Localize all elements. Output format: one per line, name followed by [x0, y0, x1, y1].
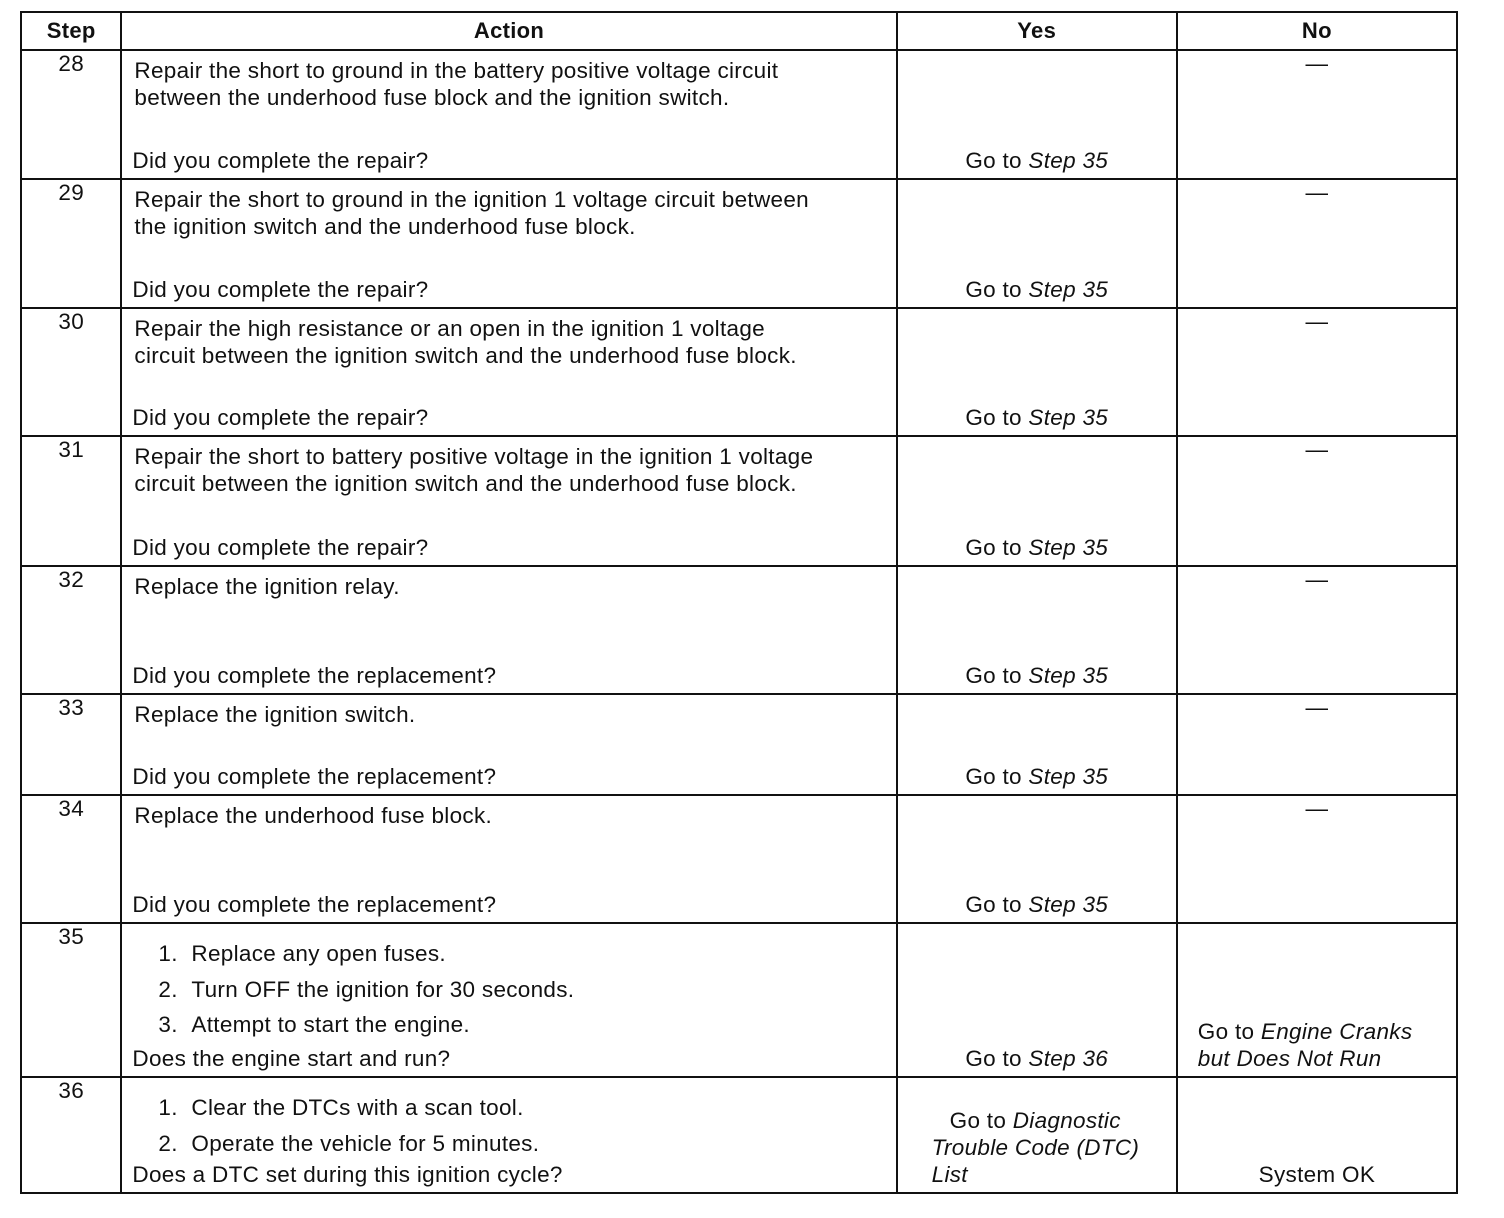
yes-cell [897, 436, 1177, 566]
no-dash: — [1305, 796, 1329, 821]
action-line: Replace the underhood fuse block. [134, 803, 493, 828]
table-row [21, 179, 1457, 308]
yes-link[interactable]: Step 35 [1028, 535, 1109, 560]
yes-link[interactable]: Step 35 [1028, 892, 1109, 917]
action-text [134, 57, 887, 111]
action-question: Did you complete the repair? [132, 277, 429, 302]
action-cell [121, 308, 896, 436]
yes-prefix: Go to [965, 892, 1022, 917]
action-question: Did you complete the replacement? [132, 892, 497, 917]
no-prefix: Go to [1197, 1019, 1255, 1044]
action-line: Repair the short to ground in the battery positive voltage circuit [134, 58, 779, 83]
item-number: 2. [158, 976, 178, 1002]
yes-link[interactable]: Step 35 [1028, 405, 1109, 430]
action-line: Repair the high resistance or an open in the ignition 1 voltage [134, 316, 765, 341]
no-cell [1177, 179, 1457, 308]
action-cell [121, 923, 896, 1077]
action-list [158, 1090, 539, 1161]
table-row [21, 50, 1457, 179]
yes-link[interactable]: Step 35 [1028, 148, 1109, 173]
list-item [158, 1007, 574, 1043]
action-line: Replace the ignition relay. [134, 574, 400, 599]
no-cell [1177, 923, 1457, 1077]
step-number: 33 [21, 694, 121, 795]
list-item [158, 1090, 539, 1126]
yes-link[interactable]: Diagnostic [1012, 1108, 1121, 1133]
yes-cell [897, 566, 1177, 694]
yes-cell [897, 50, 1177, 179]
action-cell [121, 50, 896, 179]
action-cell [121, 694, 896, 795]
yes-cell [897, 923, 1177, 1077]
table-row [21, 694, 1457, 795]
action-question: Did you complete the repair? [132, 535, 429, 560]
action-text [134, 701, 887, 728]
action-line: Repair the short to ground in the ignition 1 voltage circuit between [134, 187, 809, 212]
item-text: Clear the DTCs with a scan tool. [191, 1095, 524, 1120]
no-result: System OK [1258, 1162, 1376, 1187]
no-dash: — [1305, 567, 1329, 592]
table-row [21, 308, 1457, 436]
action-line: Repair the short to battery positive voltage in the ignition 1 voltage [134, 444, 814, 469]
yes-link[interactable]: List [931, 1162, 968, 1187]
yes-cell [897, 308, 1177, 436]
yes-prefix: Go to [965, 764, 1022, 789]
yes-link[interactable]: Step 35 [1028, 764, 1109, 789]
no-cell [1177, 566, 1457, 694]
yes-cell [897, 694, 1177, 795]
action-question: Did you complete the repair? [132, 148, 429, 173]
yes-prefix: Go to [965, 277, 1022, 302]
no-cell [1177, 694, 1457, 795]
no-cell [1177, 436, 1457, 566]
yes-prefix: Go to [965, 405, 1022, 430]
step-number: 36 [21, 1077, 121, 1193]
step-number: 29 [21, 179, 121, 308]
no-dash: — [1305, 437, 1329, 462]
no-link[interactable]: Engine Cranks [1260, 1019, 1413, 1044]
action-line: circuit between the ignition switch and the underhood fuse block. [134, 471, 797, 496]
item-text: Operate the vehicle for 5 minutes. [191, 1130, 540, 1156]
action-cell [121, 179, 896, 308]
no-dash: — [1305, 695, 1329, 720]
list-item [158, 972, 574, 1008]
action-cell [121, 566, 896, 694]
step-number: 35 [21, 923, 121, 1077]
no-cell [1177, 308, 1457, 436]
header-no: No [1177, 12, 1457, 50]
item-number: 1. [158, 941, 178, 966]
yes-prefix: Go to [965, 148, 1022, 173]
yes-link[interactable]: Step 35 [1028, 663, 1109, 688]
yes-cell [897, 179, 1177, 308]
action-cell [121, 436, 896, 566]
action-question: Does the engine start and run? [132, 1046, 451, 1071]
header-row [21, 12, 1457, 50]
action-question: Did you complete the repair? [132, 405, 429, 430]
action-question: Did you complete the replacement? [132, 663, 497, 688]
item-number: 2. [158, 1130, 178, 1156]
yes-prefix: Go to [965, 535, 1022, 560]
action-text [134, 315, 887, 369]
action-text [134, 802, 887, 829]
yes-prefix: Go to [949, 1108, 1007, 1133]
step-number: 30 [21, 308, 121, 436]
yes-cell [897, 1077, 1177, 1193]
yes-prefix: Go to [965, 1046, 1022, 1071]
no-dash: — [1305, 51, 1329, 76]
action-list [158, 936, 574, 1043]
action-text [134, 186, 887, 240]
yes-link[interactable]: Step 35 [1028, 277, 1109, 302]
action-question: Does a DTC set during this ignition cycle? [132, 1162, 563, 1187]
no-cell [1177, 50, 1457, 179]
yes-reference [932, 1107, 1168, 1188]
step-number: 32 [21, 566, 121, 694]
no-dash: — [1305, 180, 1329, 205]
action-cell [121, 795, 896, 923]
yes-link[interactable]: Trouble Code (DTC) [931, 1135, 1140, 1160]
action-line: Replace the ignition switch. [134, 702, 416, 727]
item-number: 1. [158, 1095, 178, 1120]
item-text: Turn OFF the ignition for 30 seconds. [191, 976, 575, 1002]
diagnostic-table [20, 11, 1458, 1194]
yes-link[interactable]: Step 36 [1028, 1046, 1109, 1071]
action-line: between the underhood fuse block and the ignition switch. [134, 85, 730, 110]
header-step: Step [21, 12, 121, 50]
step-number: 31 [21, 436, 121, 566]
table-row [21, 436, 1457, 566]
action-text [134, 573, 887, 600]
step-number: 34 [21, 795, 121, 923]
header-yes: Yes [897, 12, 1177, 50]
table-row [21, 795, 1457, 923]
no-dash: — [1305, 309, 1329, 334]
step-number: 28 [21, 50, 121, 179]
list-item [158, 1126, 539, 1162]
header-action: Action [121, 12, 896, 50]
yes-prefix: Go to [965, 663, 1022, 688]
action-line: the ignition switch and the underhood fuse block. [134, 214, 636, 239]
item-text: Attempt to start the engine. [191, 1012, 470, 1037]
no-link[interactable]: but Does Not Run [1197, 1046, 1382, 1071]
item-text: Replace any open fuses. [191, 941, 446, 966]
action-cell [121, 1077, 896, 1193]
action-text [134, 443, 887, 497]
list-item [158, 936, 574, 972]
no-cell [1177, 1077, 1457, 1193]
yes-cell [897, 795, 1177, 923]
no-reference [1198, 1018, 1448, 1072]
table-row [21, 566, 1457, 694]
table-row [21, 923, 1457, 1077]
no-cell [1177, 795, 1457, 923]
action-question: Did you complete the replacement? [132, 764, 497, 789]
table-row [21, 1077, 1457, 1193]
item-number: 3. [158, 1012, 178, 1037]
action-line: circuit between the ignition switch and the underhood fuse block. [134, 343, 797, 368]
